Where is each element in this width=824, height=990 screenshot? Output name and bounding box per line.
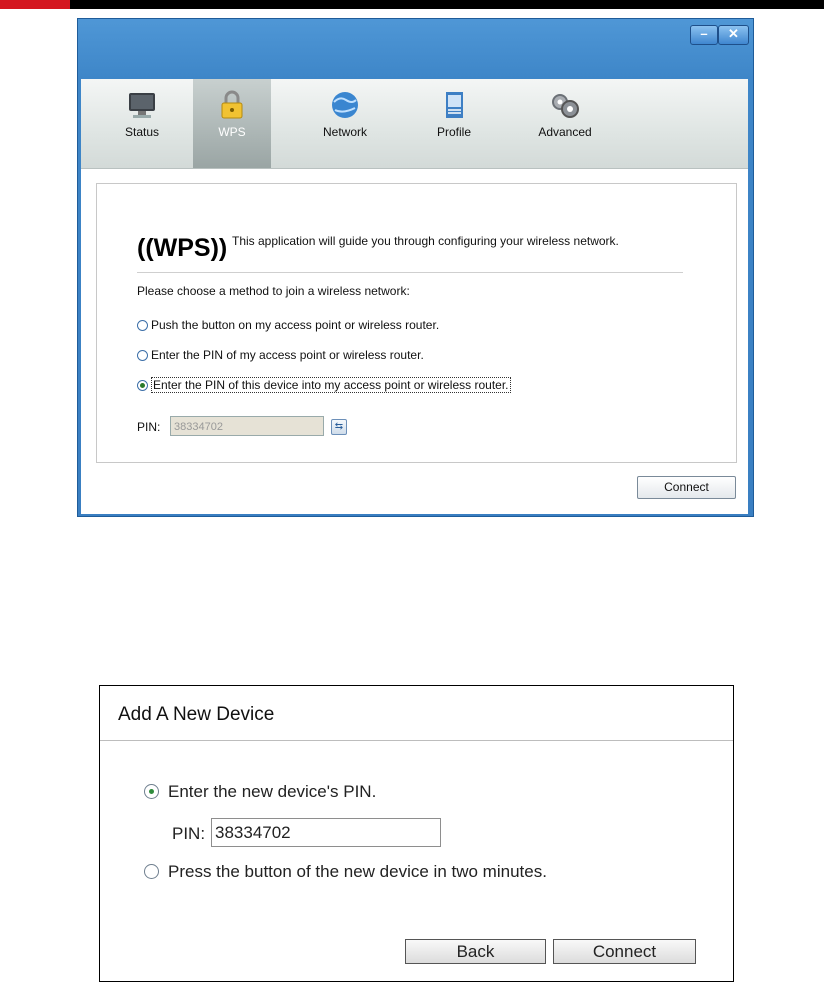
tab-label: Profile — [436, 125, 471, 139]
monitor-icon — [126, 89, 158, 121]
back-button[interactable]: Back — [405, 939, 546, 964]
option-push-button[interactable] — [137, 318, 439, 332]
wps-panel — [96, 183, 737, 463]
wps-logo-icon — [137, 230, 227, 264]
option-press-button[interactable] — [144, 862, 547, 882]
divider — [100, 740, 733, 741]
pin-label: PIN: — [137, 420, 161, 434]
connect-button[interactable]: Connect — [637, 476, 736, 499]
option-label: Enter the PIN of this device into my access point or wireless router. — [153, 378, 509, 392]
tab-wps[interactable] — [193, 79, 271, 168]
option-label: Press the button of the new device in two minutes. — [168, 862, 547, 881]
pin-input[interactable]: 38334702 — [211, 818, 441, 847]
radio-selected-icon[interactable] — [144, 784, 159, 799]
tab-label: WPS — [218, 125, 246, 139]
tab-label: Status — [124, 125, 160, 139]
tab-label: Network — [322, 125, 367, 139]
refresh-pin-button[interactable] — [331, 419, 347, 435]
globe-icon — [329, 89, 361, 121]
divider — [137, 272, 683, 273]
option-label: Enter the new device's PIN. — [168, 782, 377, 801]
guide-text: This application will guide you through configuring your wireless network. — [232, 234, 619, 248]
close-button[interactable]: ✕ — [718, 25, 749, 45]
add-new-device-dialog — [99, 685, 734, 982]
lock-icon — [216, 89, 248, 121]
radio-icon[interactable] — [137, 350, 148, 361]
option-label: Enter the PIN of my access point or wireless router. — [151, 348, 424, 362]
option-label: Push the button on my access point or wireless router. — [151, 318, 440, 332]
pin-label: PIN: — [172, 824, 206, 843]
pin-field[interactable]: 38334702 — [170, 416, 324, 436]
tab-advanced[interactable] — [526, 79, 604, 168]
page-header-bar — [0, 0, 824, 9]
refresh-icon: ⇆ — [334, 421, 344, 432]
tab-toolbar — [81, 79, 748, 169]
wps-logo-text: ((WPS)) — [137, 234, 227, 262]
radio-icon[interactable] — [144, 864, 159, 879]
dialog-title: Add A New Device — [118, 704, 275, 725]
wireless-utility-window — [77, 18, 754, 517]
choose-method-label: Please choose a method to join a wireless network: — [137, 284, 410, 298]
radio-selected-icon[interactable] — [137, 380, 148, 391]
option-enter-new-device-pin[interactable] — [144, 782, 376, 802]
connect-button[interactable]: Connect — [553, 939, 696, 964]
tab-label: Advanced — [538, 125, 592, 139]
radio-icon[interactable] — [137, 320, 148, 331]
option-enter-device-pin[interactable] — [137, 378, 511, 392]
tab-profile[interactable] — [415, 79, 493, 168]
tab-status[interactable] — [103, 79, 181, 168]
document-icon — [438, 89, 470, 121]
option-enter-ap-pin[interactable] — [137, 348, 424, 362]
gears-icon — [549, 89, 581, 121]
brand-accent-bar — [0, 0, 70, 9]
wps-content-area — [81, 169, 748, 514]
minimize-button[interactable]: – — [690, 25, 718, 45]
tab-network[interactable] — [306, 79, 384, 168]
